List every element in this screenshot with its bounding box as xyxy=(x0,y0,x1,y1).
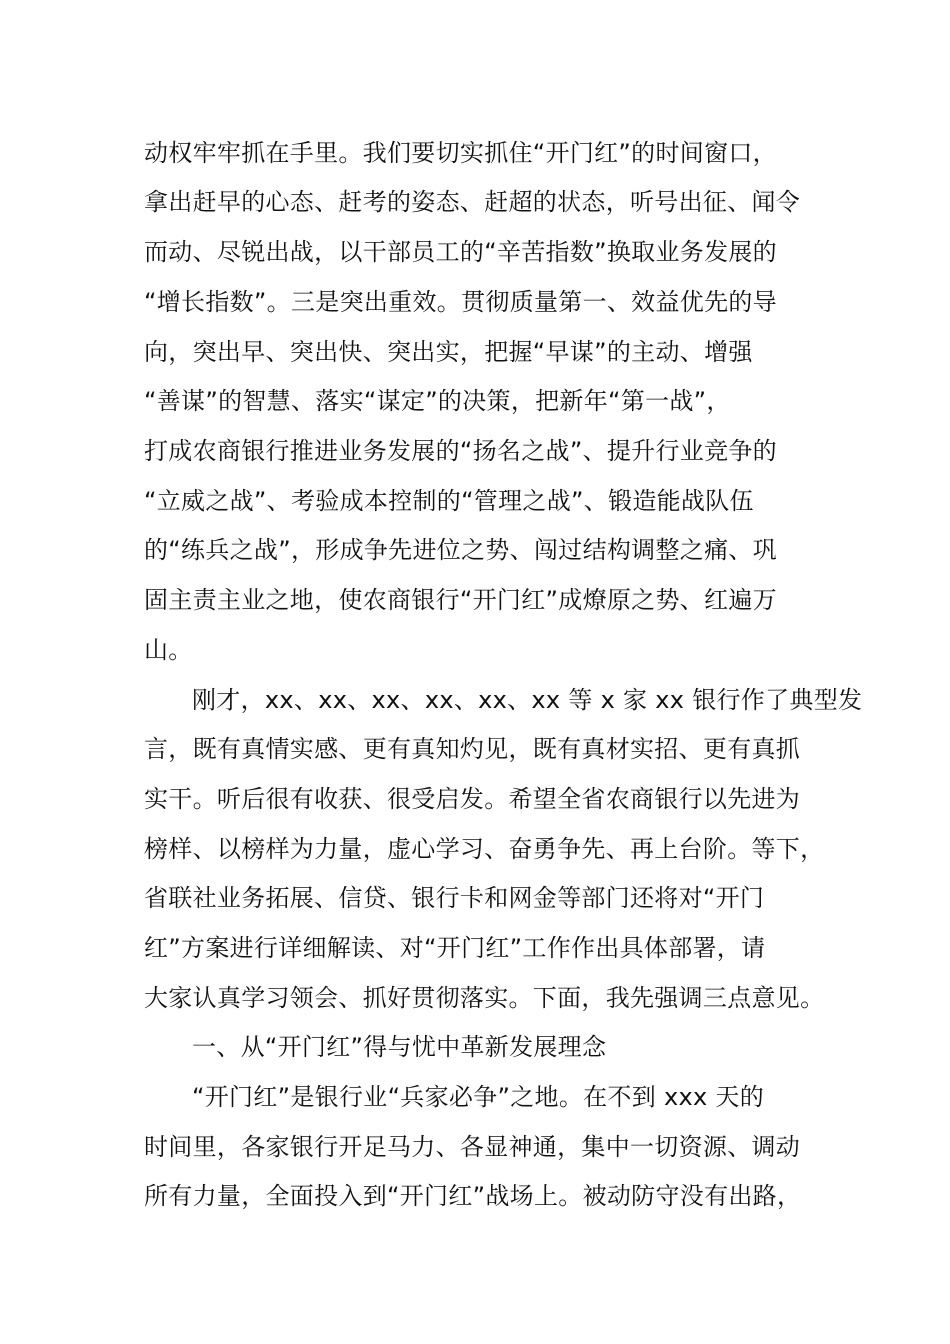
body-text-line: 红”方案进行详细解读、对“开门红”工作作出具体部署，请 xyxy=(144,934,766,962)
body-text-line: 所有力量，全面投入到“开门红”战场上。被动防守没有出路， xyxy=(144,1182,802,1210)
body-text-line: 时间里，各家银行开足马力、各显神通，集中一切资源、调动 xyxy=(144,1133,801,1161)
body-text-line: 固主责主业之地，使农商银行“开门红”成燎原之势、红遍万 xyxy=(144,586,777,614)
section-heading: 一、从“开门红”得与忧中革新发展理念 xyxy=(192,1033,607,1061)
body-text-line: 实干。听后很有收获、很受启发。希望全省农商银行以先进为 xyxy=(144,785,801,813)
body-text-line: 拿出赶早的心态、赶考的姿态、赶超的状态，听号出征、闻令 xyxy=(144,188,801,216)
body-text-line: 打成农商银行推进业务发展的“扬名之战”、提升行业竞争的 xyxy=(144,437,777,465)
body-text-line: 山。 xyxy=(144,636,193,664)
body-text-line: 省联社业务拓展、信贷、银行卡和网金等部门还将对“开门 xyxy=(144,884,765,912)
body-text-line: 言，既有真情实感、更有真知灼见，既有真材实招、更有真抓 xyxy=(144,735,801,763)
body-text-line: 向，突出早、突出快、突出实，把握“早谋”的主动、增强 xyxy=(144,338,753,366)
body-text-line: “增长指数”。三是突出重效。贯彻质量第一、效益优先的导 xyxy=(144,288,777,316)
body-text-line: 榜样、以榜样为力量，虚心学习、奋勇争先、再上台阶。等下， xyxy=(144,835,825,863)
body-text-line: 动权牢牢抓在手里。我们要切实抓住“开门红”的时间窗口， xyxy=(144,139,777,167)
body-text-line: 大家认真学习领会、抓好贯彻落实。下面，我先强调三点意见。 xyxy=(144,984,825,1012)
paragraph-first-line: 刚才，xx、xx、xx、xx、xx、xx 等 x 家 xx 银行作了典型发 xyxy=(192,686,863,714)
body-text-line: 而动、尽锐出战，以干部员工的“辛苦指数”换取业务发展的 xyxy=(144,238,777,266)
body-text-line: “立威之战”、考验成本控制的“管理之战”、锻造能战队伍 xyxy=(144,487,754,515)
body-text-line: “善谋”的智慧、落实“谋定”的决策，把新年“第一战”， xyxy=(144,387,731,415)
paragraph-first-line: “开门红”是银行业“兵家必争”之地。在不到 xxx 天的 xyxy=(192,1083,764,1111)
body-text-line: 的“练兵之战”，形成争先进位之势、闯过结构调整之痛、巩 xyxy=(144,536,777,564)
